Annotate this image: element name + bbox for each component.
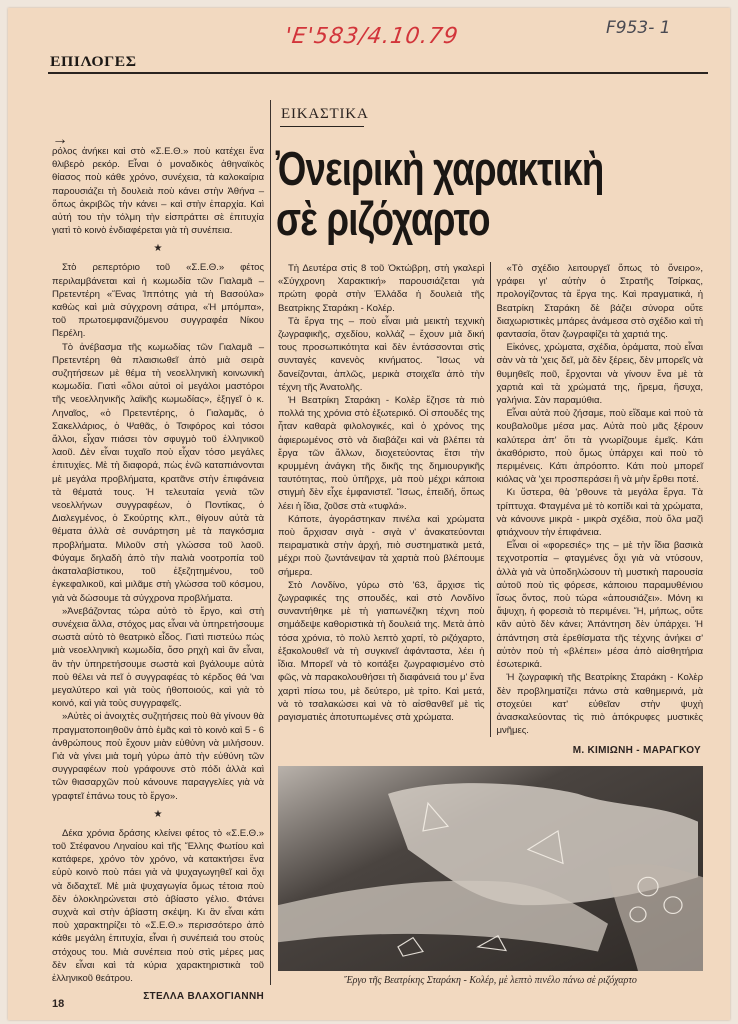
paragraph: «Τὸ σχέδιο λειτουργεῖ ὅπως τὸ ὄνειρο», γράφει γι' αὐτὴν ὁ Στρατῆς Τσίρκας, προλογίζοντας τὰ ἔργα της. Καὶ πραγματικά, ἡ Βεατρίκη Σταράκη δὲ βάζει σύνορα οὔτε διαχωριστικὲς μπάρες ἀνάμεσα στὸ σχέδιο καὶ τὴ φαντασία, ὅταν ζωγραφίζει τὰ χαρτιά της. bbox=[496, 263, 703, 341]
continuation-arrow-icon: → bbox=[52, 131, 68, 148]
paragraph: Κάποτε, ἀγοράστηκαν πινέλα καὶ χρώματα ποὺ ἄρχισαν σιγὰ - σιγὰ ν' ἀνακατεύονται πειραματικὰ στὴν ἀρχή, πιὸ συστηματικὰ μετά, μέχρι ποὺ ζωντάνεψαν τὰ χαρτιὰ ποὺ βλέπουμε σήμερα. bbox=[278, 513, 485, 578]
photo-caption: Ἔργο τῆς Βεατρίκης Σταράκη - Κολέρ, μὲ λεπτὸ πινέλο πάνω σὲ ριζόχαρτο bbox=[344, 975, 637, 987]
paragraph: Ἡ ζωγραφικὴ τῆς Βεατρίκης Σταράκη - Κολὲρ δὲν προβληματίζει πάνω στὰ καθημερινά, μὰ στοχεύει κατ' εὐθεῖαν στὴν ψυχὴ ἀνασκαλεύοντας τὶς πιὸ ἀπόκρυφες μυστικὲς μνῆμες. bbox=[496, 672, 703, 737]
rice-paper-artwork-image bbox=[278, 766, 703, 971]
paragraph: ρόλος ἀνήκει καὶ στὸ «Σ.Ε.Θ.» ποὺ κατέχει ἕνα θλιβερὸ ρεκόρ. Εἶναι ὁ μοναδικὸς ἀθηναϊκὸς θίασος ποὺ κάθε χρόνο, συνέχεια, τὰ καλοκαίρια παρουσιάζει τὴ δουλειὰ ποὺ κάνει στὴν Ἀθήνα – ὅπως ἀκριβῶς τὴν κάνει – καὶ στὴν ἐπαρχία. Καὶ αὐτή του τὴν τόλμη τὴν εἰσπράττει σὲ ἐπιτυχία γιατὶ τὸ κοινὸ ἐνδιαφέρεται γιὰ τὴ συνέπεια. bbox=[52, 146, 264, 237]
column-divider bbox=[270, 100, 271, 985]
paragraph: Τὴ Δευτέρα στὶς 8 τοῦ Ὀκτώβρη, στὴ γκαλερὶ «Σύγχρονη Χαρακτική» παρουσιάζεται γιὰ πρώτη φορὰ στὴν Ἑλλάδα ἡ δουλειὰ τῆς Βεατρίκης Σταράκη - Κολέρ. bbox=[278, 263, 485, 314]
star-separator: ★ bbox=[153, 243, 163, 255]
paragraph: Κι ὕστερα, θὰ 'ρθουνε τὰ μεγάλα ἔργα. Τὰ τρίπτυχα. Φταγμένα μὲ τὸ κοπίδι καὶ τὰ χρώματα, νὰ κάνουνε μικρὰ - μικρὰ σχέδια, ποὺ ὅλα μαζὶ φτιάχνουν τὴν ἐπιφάνεια. bbox=[496, 487, 703, 539]
handwritten-archive-code: 'Ε'583/4.10.79 bbox=[283, 24, 461, 49]
paragraph: Δέκα χρόνια δράσης κλείνει φέτος τὸ «Σ.Ε.Θ.» τοῦ Στέφανου Ληναίου καὶ τῆς Ἔλλης Φωτίου καὶ κατάφερε, χρόνο τὸν χρόνο, νὰ κατακτήσει ἕνα εὐρὺ κοινὸ ποὺ πάει γιὰ νὰ ψυχαγωγηθεῖ καὶ ὄχι νὰ διδαχτεῖ. Μὲ μιὰ ψυχαγωγία ὅμως τέτοια ποὺ δὲν ὁλοκληρώνεται στὸ ἀβίαστο γέλιο. Φτάνει συχνὰ καὶ στὴν ἀβίαστη σκέψη. Κι ἂν εἶναι κάτι ποὺ χαρακτηρίζει τὸ «Σ.Ε.Θ.» περισσότερο ἀπὸ κάθε μεγάλη ἐπιτυχία, εἶναι ἡ συνέπειά του στοὺς στόχους του. Μιὰ συνέπεια ποὺ στὶς μέρες μας δὲν εἶναι καὶ τὰ κύρια χαρακτηριστικὰ τοῦ ἑλληνικοῦ θεάτρου. bbox=[52, 827, 264, 984]
paragraph: Στὸ Λονδίνο, γύρω στὸ '63, ἄρχισε τὶς ζωγραφικές της σπουδές, καὶ στὸ Λονδίνο συναντήθηκε μὲ τὴ γιαπωνέζικη τέχνη ποὺ σημάδεψε καθοριστικὰ τὴ δουλειά της. Μετὰ ἀπὸ τόσα χρόνια, τὸ πολὺ λεπτὸ χαρτί, τὸ ριζόχαρτο, ἐξακολουθεῖ νὰ τὴ συγκινεῖ ἀφάνταστα, λέει ἡ ἴδια. Μπορεῖ νὰ τὸ κοιτάξει ζωγραφισμένο στὸ φῶς, νὰ παρακολουθήσει τὴ διαφάνειά του μ' ἕνα χαρτὶ πίσω του, μὲ δεύτερο, μὲ τρίτο. Καὶ μετά, νὰ τὸ τσαλακώσει καὶ νὰ τὸ αἰσθανθεῖ μὲ τὶς ραγισματιὲς ἀποτυπωμένες στὰ χρώματα. bbox=[278, 579, 485, 723]
paragraph: Τὰ ἔργα της – ποὺ εἶναι μιὰ μεικτὴ τεχνικὴ ζωγραφικῆς, σχεδίου, κολλάζ – ἔχουν μιὰ δική τους προσωπικότητα καὶ δὲν ἐντάσσονται στὶς συνταγὲς κανενὸς κινήματος. Ἴσως νὰ δανείζονται, ἁπλῶς, μερικὰ στοιχεῖα ἀπὸ τὴν τέχνη τῆς Ἀνατολῆς. bbox=[278, 315, 485, 393]
kicker-rule bbox=[280, 126, 364, 127]
paragraph: Εἶναι αὐτὰ ποὺ ζήσαμε, ποὺ εἴδαμε καὶ ποὺ τὰ κουβαλοῦμε μέσα μας. Αὐτὰ ποὺ μᾶς ξέρουν καλύτερα ἀπ' ὅτι τὰ γνωρίζουμε ἐμεῖς. Κάτι ἀκαθόριστο, ποὺ ὅμως ὑπάρχει καὶ ποὺ τὸ περιμένεις. Κάτι ἀπρόοπτο. Κάτι ποὺ μπορεῖ κιόλας νὰ 'χει προσπεράσει ἢ νὰ μὴν ἔρθει ποτέ. bbox=[496, 408, 703, 486]
handwritten-reference: F953- 1 bbox=[606, 18, 671, 38]
page-number: 18 bbox=[52, 998, 65, 1010]
paragraph: »Ἀνεβάζοντας τώρα αὐτὸ τὸ ἔργο, καὶ στὴ συνέχεια ἄλλα, στόχος μας εἶναι νὰ ὑπηρετήσουμε σωστὰ αὐτὸ τὸ θεατρικὸ εἶδος. Γιατὶ πιστεύω πὼς μιὰ νεοελληνικὴ κωμωδία, ὅσο ρηχὴ καὶ ἂν εἶναι, ἂν τὴν ὑπηρετήσουμε σωστὰ καὶ βγάλουμε αὐτὰ ποὺ θέλει νὰ πεῖ ὁ συγγραφέας τὸ κέρδος θά 'ναι μεγαλύτερο καὶ γιὰ τοὺς ἠθοποιούς, καὶ γιὰ τὸ κοινό, καὶ γιὰ τοὺς συγγραφεῖς. bbox=[52, 605, 264, 710]
article-body bbox=[278, 262, 703, 737]
section-header: ΕΠΙΛΟΓΕΣ bbox=[50, 54, 137, 70]
paragraph: »Αὐτὲς οἱ ἀνοιχτὲς συζητήσεις ποὺ θὰ γίνουν θὰ πραγματοποιηθοῦν ἀπὸ ἐμᾶς καὶ τὸ κοινὸ καὶ 5 - 6 ἀνθρώπους ποὺ ἔχουν μιὰν εὐθύνη νὰ μιλήσουν. Γιὰ νὰ γίνει μιὰ τομὴ γύρω ἀπὸ τὴν εὐθύνη τῶν συγγραφέων ποὺ γράφουνε στὸ πόδι ἀλλὰ καὶ τῶν θιασαρχῶν ποὺ κάνουνε παραγγελίες γιὰ νὰ γραφτεῖ ἐπάνω τους τὸ ἔργο». bbox=[52, 711, 264, 802]
header-rule bbox=[48, 72, 708, 74]
author-byline: ΣΤΕΛΛΑ ΒΛΑΧΟΓΙΑΝΝΗ bbox=[143, 991, 264, 1003]
section-kicker: ΕΙΚΑΣΤΙΚΑ bbox=[281, 106, 369, 122]
paragraph: Στὸ ρεπερτόριο τοῦ «Σ.Ε.Θ.» φέτος περιλαμβάνεται καὶ ἡ κωμωδία τῶν Γιαλαμᾶ – Πρετεντέρη «Ἕνας Ἱππότης γιὰ τὴ Βασούλα» καθὼς καὶ μιὰ σύγχρονη σάτιρα, «Ἡ μπόμπα», τοῦ πρωτοεμφανιζόμενου συγγραφέα Νίκου Περέλη. bbox=[52, 262, 264, 340]
title-line: Ὀνειρικὴ χαρακτικὴ bbox=[276, 142, 604, 195]
article-title bbox=[276, 144, 603, 244]
star-separator: ★ bbox=[153, 808, 163, 820]
author-byline: Μ. ΚΙΜΙΩΝΗ - ΜΑΡΑΓΚΟΥ bbox=[572, 745, 701, 757]
left-column-article bbox=[52, 133, 264, 1002]
paragraph: Ἡ Βεατρίκη Σταράκη - Κολὲρ ἔζησε τὰ πιὸ πολλά της χρόνια στὸ ἐξωτερικό. Οἱ σπουδές της ἦταν καθαρὰ φιλολογικές, καὶ ὁ χρόνος της ἀφιερωμένος στὸ νὰ διαβάζει καὶ νὰ βλέπει τὰ ἔργα τῶν ἄλλων, διοχετεύοντας ἔτσι τὴν κρυμμένη ἀνάγκη τῆς δικῆς της δημιουργικῆς ταυτότητας, ποὺ ὑπῆρχε, μὰ ποὺ μέχρι κάποια στιγμὴ δὲν εἶχε ἐμφανιστεῖ. Ἴσως, ἐπειδή, ὅπως λέει ἡ ἴδια, ζοῦσε στὰ «τυφλά». bbox=[278, 395, 485, 512]
art-article-block bbox=[278, 262, 703, 987]
artwork-photo bbox=[278, 766, 703, 971]
title-line: σὲ ριζόχαρτο bbox=[276, 192, 490, 245]
paragraph: Τὸ ἀνέβασμα τῆς κωμωδίας τῶν Γιαλαμᾶ – Πρετεντέρη θὰ πλαισιωθεῖ ἀπὸ μιὰ σειρὰ συζητήσεων μὲ θέμα τὴ νεοελληνικὴ κοινωνικὴ κωμωδία. Γιατὶ «ὅλοι αὐτοὶ οἱ μεγάλοι μαστόροι τῆς νεοελληνικῆς λαϊκῆς κωμωδίας», ἐξηγεῖ ὁ κ. Ληναῖος, «ὁ Πρετεντέρης, ὁ Γιαλαμᾶς, ὁ Σακελλάριος, ὁ Ψαθᾶς, ὁ Τσιφόρος καὶ τόσοι ἄλλοι, εἶχαν πιάσει τὸν σφυγμὸ τοῦ ἑλληνικοῦ λαοῦ. Δὲν εἶναι τυχαῖο ποὺ εἶχαν τόσο μεγάλες ἐπιτυχίες. Μὲ τὴ διαφορά, πὼς ἐνῶ καταπιάνονται μὲ μεγάλα προβλήματα, κρατᾶνε στὴν ἐπιφάνεια τὰ θέματά τους. Ἡ τελευταία γενιὰ τῶν νεοελλήνων συγγραφέων, ὁ Ποντίκας, ὁ Διαλεγμένος, ὁ Σκούρτης κλπ., θίγουν αὐτὰ τὰ θέματα ἀλλὰ σὲ συνάρτηση μὲ τὰ παγκόσμια προβλήματα. Μιλοῦν στὴ γλώσσα τοῦ λαοῦ. Φύγαμε δηλαδὴ ἀπὸ τὴν παλιὰ νοοτροπία τοῦ ἀκαταλαβίστικου, τοῦ ἐξεζητημένου, τοῦ ἐγκεφαλικοῦ, καὶ μιλᾶμε στὴ γλώσσα τοῦ κόσμου, γιὰ νὰ δώσουμε τὰ σύγχρονα προβλήματα. bbox=[52, 341, 264, 604]
paragraph: Εἶναι οἱ «φορεσιές» της – μὲ τὴν ἴδια βασικὰ τεχνοτροπία – φταγμένες ὄχι γιὰ νὰ ντύσουν, ἀλλὰ γιὰ νὰ ὑποδηλώσουν τὴ μυστικὴ παρουσία αὐτοῦ ποὺ τὶς φόρεσε, κάποιου παραμυθένιου ἴσως ὄντος, ποὺ τώρα «ἀπουσιάζει». Μόνη κι ἄψυχη, ἡ φορεσιὰ τὸ περιμένει. Ἤ, μήπως, οὔτε κἂν αὐτὸ δὲν κάνει; Ἀπάντηση δὲν ὑπάρχει. Ἡ ἀπάντηση στὰ ἐρεθίσματα τῆς τέχνης ἀνήκει σ' αὐτὸν ποὺ τὴ «βλέπει» μέσα ἀπὸ αἰσθητήρια ἐσωτερικά. bbox=[496, 540, 703, 671]
paragraph: Εἰκόνες, χρώματα, σχέδια, ὁράματα, ποὺ εἶναι σὰν νὰ τὰ 'χεις δεῖ, μὰ δὲν ξέρεις, δὲν μπορεῖς νὰ θυμηθεῖς ποῦ, ἔρχονται νὰ γίνουν ἕνα μὲ τὰ χαρτιὰ καὶ τὰ χρώματά της, ἤρεμα, ἥσυχα, γαλήνια. Σὰν παραμύθια. bbox=[496, 342, 703, 407]
